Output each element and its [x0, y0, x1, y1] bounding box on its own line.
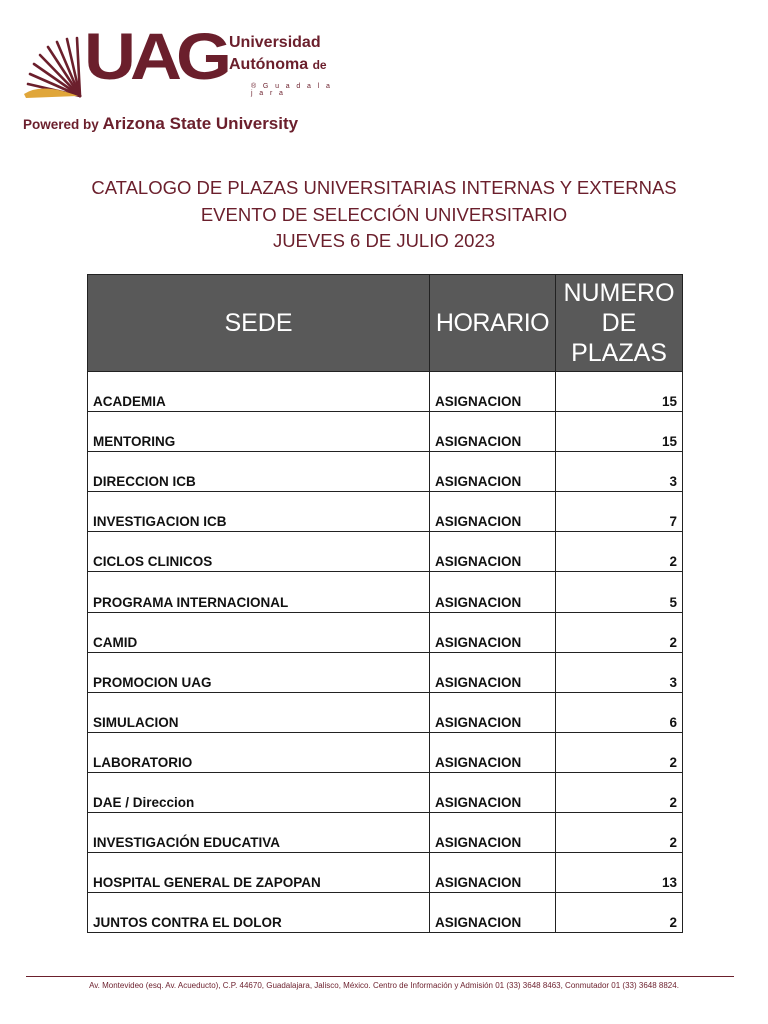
cell-sede: PROMOCION UAG	[88, 652, 430, 692]
cell-sede: LABORATORIO	[88, 732, 430, 772]
cell-horario: ASIGNACION	[430, 893, 556, 933]
title-line-2: EVENTO DE SELECCIÓN UNIVERSITARIO	[200, 203, 568, 225]
table-row	[88, 452, 683, 492]
cell-sede: SIMULACION	[88, 692, 430, 732]
cell-sede: ACADEMIA	[88, 372, 430, 412]
footer-address: Av. Montevideo (esq. Av. Acueducto), C.P. 44670, Guadalajara, Jalisco, México. Centro de Información y Admisión 01 (33) 3648 8463, Conmutador 01 (33) 3648 8824.	[89, 981, 679, 990]
cell-plazas: 3	[556, 652, 683, 692]
header-numero-plazas: NUMERO DE PLAZAS	[556, 275, 683, 372]
uag-wordmark: UAG	[84, 20, 226, 94]
footer-divider	[26, 976, 734, 977]
cell-horario: ASIGNACION	[430, 572, 556, 612]
cell-plazas: 3	[556, 452, 683, 492]
plazas-table	[87, 274, 683, 933]
cell-plazas: 2	[556, 612, 683, 652]
document-titles	[0, 175, 768, 255]
cell-sede: HOSPITAL GENERAL DE ZAPOPAN	[88, 853, 430, 893]
university-city: ® G u a d a l a j a r a	[251, 83, 333, 97]
table-row	[88, 692, 683, 732]
university-line2: Autónoma de	[229, 56, 327, 73]
cell-plazas: 5	[556, 572, 683, 612]
uag-logo	[18, 22, 338, 142]
powered-by-line	[23, 114, 298, 134]
cell-plazas: 2	[556, 532, 683, 572]
header-horario: HORARIO	[430, 275, 556, 372]
cell-plazas: 2	[556, 732, 683, 772]
cell-horario: ASIGNACION	[430, 372, 556, 412]
cell-horario: ASIGNACION	[430, 652, 556, 692]
cell-sede: CICLOS CLINICOS	[88, 532, 430, 572]
table-row	[88, 772, 683, 812]
cell-horario: ASIGNACION	[430, 813, 556, 853]
cell-plazas: 2	[556, 893, 683, 933]
table-row	[88, 492, 683, 532]
cell-sede: DIRECCION ICB	[88, 452, 430, 492]
header-sede: SEDE	[88, 275, 430, 372]
table-row	[88, 572, 683, 612]
table-row	[88, 532, 683, 572]
table-row	[88, 853, 683, 893]
cell-plazas: 2	[556, 813, 683, 853]
cell-horario: ASIGNACION	[430, 532, 556, 572]
table-row	[88, 372, 683, 412]
cell-sede: MENTORING	[88, 412, 430, 452]
cell-plazas: 2	[556, 772, 683, 812]
cell-plazas: 6	[556, 692, 683, 732]
cell-plazas: 7	[556, 492, 683, 532]
cell-sede: INVESTIGACION ICB	[88, 492, 430, 532]
cell-horario: ASIGNACION	[430, 772, 556, 812]
table-row	[88, 813, 683, 853]
university-name	[229, 32, 327, 76]
uag-fan-emblem-icon	[22, 36, 82, 98]
cell-horario: ASIGNACION	[430, 732, 556, 772]
cell-sede: DAE / Direccion	[88, 772, 430, 812]
table-row	[88, 893, 683, 933]
powered-by-name: Arizona State University	[102, 114, 299, 133]
university-line1: Universidad	[229, 34, 321, 51]
powered-by-label: Powered by	[23, 117, 99, 132]
cell-horario: ASIGNACION	[430, 692, 556, 732]
table-row	[88, 652, 683, 692]
cell-plazas: 13	[556, 853, 683, 893]
title-line-3: JUEVES 6 DE JULIO 2023	[272, 230, 496, 251]
title-line-1: CATALOGO DE PLAZAS UNIVERSITARIAS INTERNAS Y EXTERNAS	[91, 177, 677, 198]
cell-horario: ASIGNACION	[430, 612, 556, 652]
cell-horario: ASIGNACION	[430, 412, 556, 452]
cell-sede: CAMID	[88, 612, 430, 652]
cell-horario: ASIGNACION	[430, 492, 556, 532]
table-row	[88, 412, 683, 452]
table-row	[88, 612, 683, 652]
table-body	[88, 372, 683, 933]
table-header-row	[88, 275, 683, 372]
cell-sede: JUNTOS CONTRA EL DOLOR	[88, 893, 430, 933]
cell-plazas: 15	[556, 372, 683, 412]
cell-plazas: 15	[556, 412, 683, 452]
cell-horario: ASIGNACION	[430, 452, 556, 492]
table-row	[88, 732, 683, 772]
cell-sede: INVESTIGACIÓN EDUCATIVA	[88, 813, 430, 853]
cell-sede: PROGRAMA INTERNACIONAL	[88, 572, 430, 612]
cell-horario: ASIGNACION	[430, 853, 556, 893]
